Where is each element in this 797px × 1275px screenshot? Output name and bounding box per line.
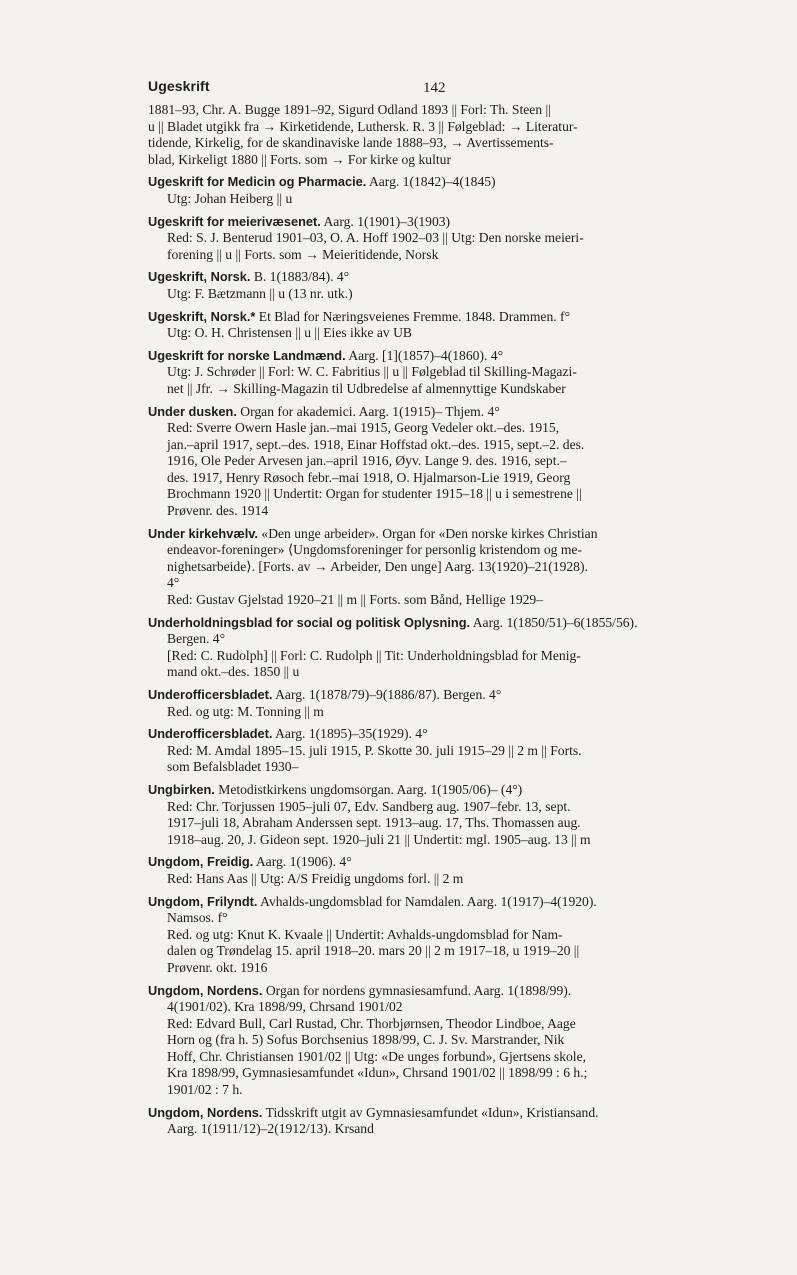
entry-detail-line [148,704,748,721]
entry-detail-line [148,559,748,576]
entry-detail-line [148,575,748,592]
entry-text: Tidsskrift utgit av Gymnasiesamfundet «Idun», Kristiansand. [262,1104,599,1120]
entry-detail-line [148,191,748,208]
entry-text: [Red: C. Rudolph] || Forl: C. Rudolph || Tit: Underholdningsblad for Menig- [167,647,581,663]
entry-detail-line [148,1032,748,1049]
entry-text: Aarg. 1(1906). 4° [253,854,352,870]
entry-text: B. 1(1883/84). 4° [250,269,350,285]
entry-heading-line [148,1105,748,1122]
entry-text: 4(1901/02). Kra 1898/99, Chrsand 1901/02 [167,999,403,1015]
catalog-entry [148,348,748,398]
entry-title: Ugeskrift, Norsk.* [148,308,256,324]
entry-title: Ungdom, Nordens. [148,982,263,998]
catalog-entry [148,687,748,720]
entry-text: Red: Edvard Bull, Carl Rustad, Chr. Thorbjørnsen, Theodor Lindboe, Aage [167,1015,576,1031]
entry-text: Red: M. Amdal 1895–15. juli 1915, P. Skotte 30. juli 1915–29 || 2 m || Forts. [167,742,582,758]
catalog-entry [148,214,748,264]
entry-detail-line [148,832,748,849]
entry-text: forening || u || Forts. som → Meieritidende, Norsk [167,246,439,262]
entry-detail-line [148,743,748,760]
entry-detail-line [148,871,748,888]
entry-detail-line [148,999,748,1016]
entry-text: Bergen. 4° [167,631,226,647]
catalog-entry [148,983,748,1099]
catalog-entry [148,526,748,609]
entry-title: Ugeskrift for norske Landmænd. [148,347,346,363]
entry-detail-line [148,437,748,454]
catalog-entry [148,615,748,681]
entry-text: 1881–93, Chr. A. Bugge 1891–92, Sigurd Odland 1893 || Forl: Th. Steen || [148,102,551,117]
entry-detail-line [148,119,748,136]
entry-text: Organ for akademici. Aarg. 1(1915)– Thjem. 4° [236,403,500,419]
entry-detail-line [148,631,748,648]
entry-title: Underofficersbladet. [148,726,273,742]
entry-text: net || Jfr. → Skilling-Magazin til Udbredelse af almennyttige Kundskaber [167,380,566,396]
entry-text: jan.–april 1917, sept.–des. 1918, Einar Hoffstad okt.–des. 1915, sept.–2. des. [167,436,585,452]
entry-heading-line [148,102,748,119]
entry-text: 1916, Ole Peder Arvesen jan.–april 1916, Øyv. Lange 9. des. 1916, sept.– [167,453,567,469]
entry-text: u || Bladet utgikk fra → Kirketidende, Luthersk. R. 3 || Følgeblad: → Literatur- [148,118,578,134]
entry-heading-line [148,726,748,743]
entry-text: dalen og Trøndelag 15. april 1918–20. mars 20 || 2 m 1917–18, u 1919–20 || [167,943,580,959]
entry-detail-line [148,542,748,559]
catalog-entry [148,894,748,977]
entry-text: Aarg. 1(1901)–3(1903) [320,213,451,229]
entry-text: Utg: O. H. Christensen || u || Eies ikke av UB [167,325,412,341]
entry-text: Aarg. [1](1857)–4(1860). 4° [345,347,504,363]
catalog-entry [148,1105,748,1138]
entry-heading-line [148,687,748,704]
entry-detail-line [148,664,748,681]
entry-detail-line [148,230,748,247]
entry-text: Namsos. f° [167,910,228,926]
catalog-entry [148,174,748,207]
entry-detail-line [148,286,748,303]
entry-text: Organ for nordens gymnasiesamfund. Aarg. 1(1898/99). [262,982,572,998]
entry-detail-line [148,135,748,152]
entry-text: endeavor-foreninger» ⟨Ungdomsforeninger for personlig kristendom og me- [167,542,582,558]
entry-text: 1917–juli 18, Abraham Anderssen sept. 1913–aug. 17, Ths. Thomassen aug. [167,815,581,831]
entry-text: Red: Gustav Gjelstad 1920–21 || m || Forts. som Bånd, Hellige 1929– [167,592,544,608]
entry-text: nighetsarbeide⟩. [Forts. av → Arbeider, Den unge] Aarg. 13(1920)–21(1928). [167,558,588,574]
entry-text: Et Blad for Næringsveienes Fremme. 1848. Drammen. f° [255,308,571,324]
entry-text: tidende, Kirkelig, for de skandinaviske lande 1888–93, → Avertissements- [148,135,554,151]
entry-text: 1901/02 : 7 h. [167,1082,243,1098]
entry-text: Utg: Johan Heiberg || u [167,190,293,206]
catalog-entry [148,269,748,302]
entry-detail-line [148,1049,748,1066]
catalog-entry [148,309,748,342]
entry-title: Ugeskrift for Medicin og Pharmacie. [148,174,367,190]
entry-text: mand okt.–des. 1850 || u [167,664,300,680]
entry-text: Red. og utg: M. Tonning || m [167,703,324,719]
entry-detail-line [148,910,748,927]
entry-text: Red: S. J. Benterud 1901–03, O. A. Hoff 1902–03 || Utg: Den norske meieri- [167,230,584,246]
entry-heading-line [148,526,748,543]
entry-text: Utg: F. Bætzmann || u (13 nr. utk.) [167,285,353,301]
entry-detail-line [148,486,748,503]
entry-heading-line [148,348,748,365]
entry-detail-line [148,420,748,437]
entry-heading-line [148,214,748,231]
entry-text: Red: Sverre Owern Hasle jan.–mai 1915, Georg Vedeler okt.–des. 1915, [167,420,560,436]
entry-title: Ungdom, Frilyndt. [148,893,258,909]
entry-text: Prøvenr. okt. 1916 [167,959,268,975]
entry-text: Prøvenr. des. 1914 [167,503,269,519]
entry-title: Underofficersbladet. [148,687,273,702]
entry-text: Aarg. 1(1895)–35(1929). 4° [272,726,428,742]
entry-text: Utg: J. Schrøder || Forl: W. C. Fabritius || u || Følgeblad til Skilling-Magazi- [167,364,577,380]
entry-detail-line [148,815,748,832]
entry-detail-line [148,247,748,264]
entry-title: Underholdningsblad for social og politisk Oplysning. [148,614,471,630]
entry-text: som Befalsbladet 1930– [167,759,299,775]
entry-heading-line [148,404,748,421]
entry-detail-line [148,1121,748,1138]
entry-heading-line [148,269,748,286]
entry-text: Red. og utg: Knut K. Kvaale || Undertit: Avhalds-ungdomsblad for Nam- [167,926,563,942]
entry-list [148,102,748,1144]
entry-text: Horn og (fra h. 5) Sofus Borchsenius 1898/99, C. J. Sv. Marstrander, Nik [167,1032,565,1048]
entry-detail-line [148,1065,748,1082]
entry-text: blad, Kirkeligt 1880 || Forts. som → For kirke og kultur [148,151,451,167]
entry-title: Ungdom, Nordens. [148,1104,263,1120]
entry-title: Ungbirken. [148,781,215,797]
entry-title: Under kirkehvælv. [148,525,259,541]
entry-text: Hoff, Chr. Christiansen 1901/02 || Utg: «De unges forbund», Gjertsens skole, [167,1048,587,1064]
entry-heading-line [148,615,748,632]
entry-text: Aarg. 1(1850/51)–6(1855/56). [470,614,638,630]
entry-detail-line [148,927,748,944]
entry-heading-line [148,894,748,911]
catalog-entry [148,102,748,168]
entry-detail-line [148,1082,748,1099]
catalog-entry [148,404,748,520]
entry-detail-line [148,943,748,960]
entry-detail-line [148,960,748,977]
entry-text: Red: Hans Aas || Utg: A/S Freidig ungdoms forl. || 2 m [167,870,464,886]
entry-title: Ugeskrift, Norsk. [148,269,251,285]
entry-heading-line [148,309,748,326]
page-number: 142 [423,80,446,96]
entry-detail-line [148,325,748,342]
entry-detail-line [148,152,748,169]
entry-text: 4° [167,575,180,591]
entry-detail-line [148,503,748,520]
entry-title: Ugeskrift for meierivæsenet. [148,213,321,229]
entry-detail-line [148,759,748,776]
entry-text: Aarg. 1(1911/12)–2(1912/13). Krsand [167,1121,374,1137]
entry-text: 1918–aug. 20, J. Gideon sept. 1920–juli 21 || Undertit: mgl. 1905–aug. 13 || m [167,831,591,847]
entry-heading-line [148,983,748,1000]
entry-text: «Den unge arbeider». Organ for «Den norske kirkes Christian [258,525,598,541]
entry-text: des. 1917, Henry Røsoch febr.–mai 1918, O. Hjalmarson-Lie 1919, Georg [167,469,571,485]
entry-heading-line [148,782,748,799]
entry-text: Metodistkirkens ungdomsorgan. Aarg. 1(1905/06)– (4°) [214,781,523,797]
entry-text: Brochmann 1920 || Undertit: Organ for studenter 1915–18 || u i semestrene || [167,486,582,502]
catalog-entry [148,782,748,848]
entry-heading-line [148,174,748,191]
entry-heading-line [148,854,748,871]
catalog-entry [148,726,748,776]
entry-detail-line [148,648,748,665]
entry-text: Red: Chr. Torjussen 1905–juli 07, Edv. Sandberg aug. 1907–febr. 13, sept. [167,798,571,814]
running-title: Ugeskrift [148,78,210,94]
entry-detail-line [148,592,748,609]
entry-text: Aarg. 1(1878/79)–9(1886/87). Bergen. 4° [272,687,502,702]
entry-detail-line [148,364,748,381]
entry-text: Avhalds-ungdomsblad for Namdalen. Aarg. 1(1917)–4(1920). [257,893,597,909]
entry-detail-line [148,470,748,487]
entry-detail-line [148,381,748,398]
entry-title: Ungdom, Freidig. [148,854,254,870]
entry-detail-line [148,453,748,470]
entry-text: Kra 1898/99, Gymnasiesamfundet «Idun», Chrsand 1901/02 || 1898/99 : 6 h.; [167,1065,588,1081]
entry-detail-line [148,1016,748,1033]
entry-title: Under dusken. [148,403,237,419]
entry-text: Aarg. 1(1842)–4(1845) [366,174,496,190]
catalog-entry [148,854,748,887]
entry-detail-line [148,799,748,816]
